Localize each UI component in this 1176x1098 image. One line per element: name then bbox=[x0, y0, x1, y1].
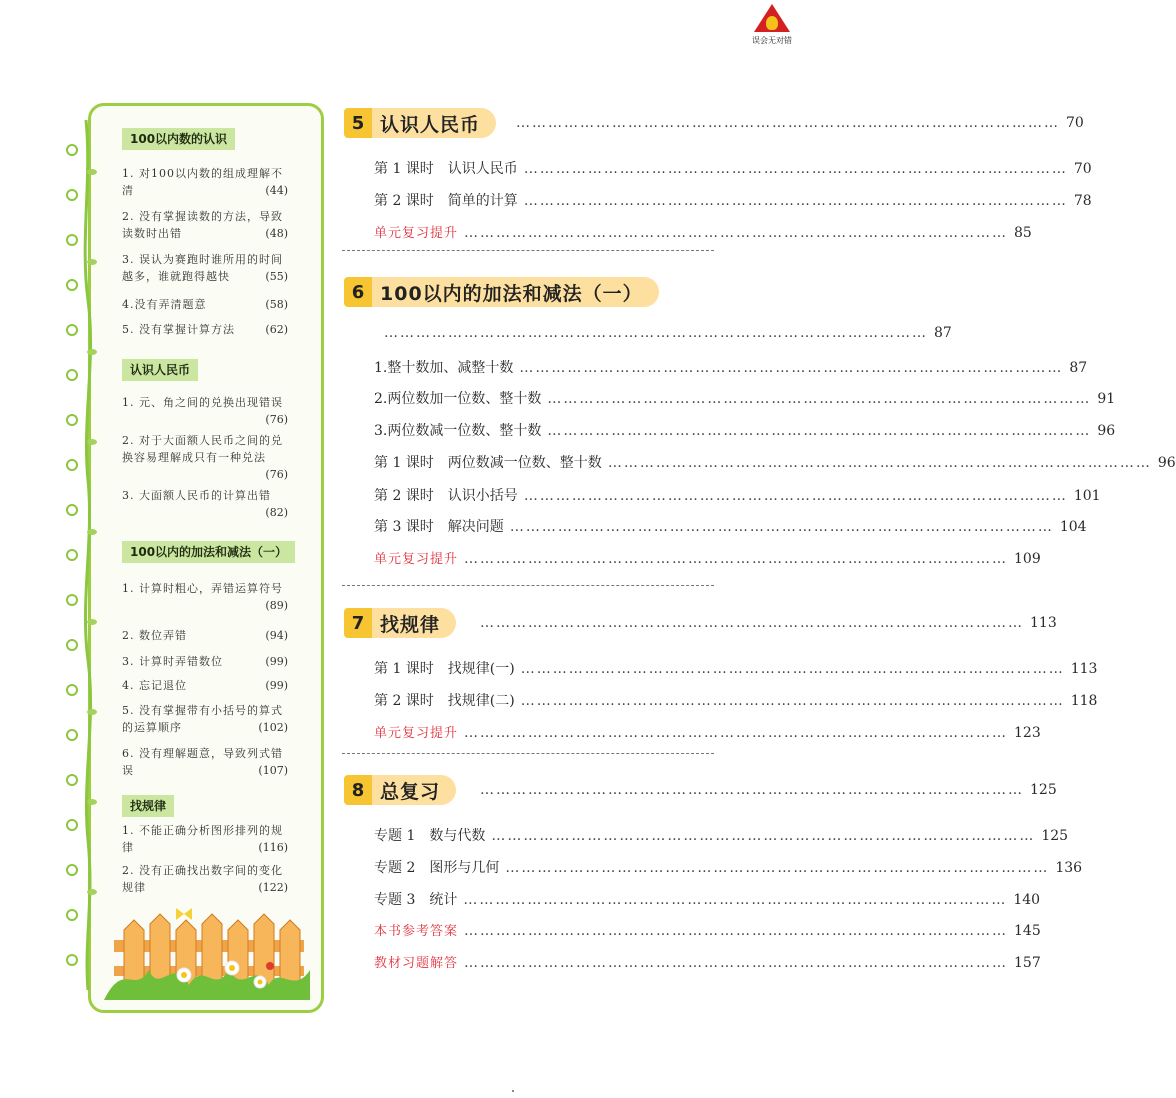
left-list-item: 1. 不能正确分析图形排列的规律 (116) bbox=[122, 824, 288, 854]
left-list-item: 4.没有弄清题意 (58) bbox=[122, 298, 288, 311]
toc-entry-review[interactable]: 单元复习提升 ………………………………………………………………………………………… 123 bbox=[374, 725, 1041, 741]
chapter-header[interactable] bbox=[344, 775, 456, 805]
left-list-item: 4. 忘记退位 (99) bbox=[122, 679, 288, 692]
toc-entry-answers[interactable]: 本书参考答案 ………………………………………………………………………………………… 145 bbox=[374, 923, 1041, 939]
chapter-title: 认识人民币 bbox=[372, 108, 496, 138]
left-section-title: 100以内数的认识 bbox=[122, 128, 235, 150]
toc-entry[interactable]: 第 3 课时 解决问题 ………………………………………………………………………………………… 104 bbox=[374, 519, 1087, 535]
toc-entry[interactable]: 第 1 课时 认识人民币 ………………………………………………………………………………………… 70 bbox=[374, 161, 1092, 177]
chapter-number: 6 bbox=[344, 277, 372, 307]
page-dot bbox=[512, 1090, 514, 1092]
left-section-title: 100以内的加法和减法（一） bbox=[122, 541, 295, 563]
garden-fence-illustration bbox=[104, 900, 310, 1000]
toc-entry[interactable]: 3.两位数减一位数、整十数 ………………………………………………………………………………………… 96 bbox=[374, 423, 1116, 439]
logo-text: 误会无对错 bbox=[752, 36, 792, 45]
publisher-logo bbox=[748, 4, 796, 48]
toc-entry-chapter-page[interactable]: ………………………………………………………………………………………… 113 bbox=[480, 615, 1057, 631]
toc-entry-chapter-page[interactable]: ………………………………………………………………………………………… 87 bbox=[384, 325, 952, 341]
chapter-title: 100以内的加法和减法（一） bbox=[372, 277, 659, 307]
toc-entry[interactable]: 专题 2 图形与几何 ………………………………………………………………………………………… 136 bbox=[374, 860, 1083, 876]
chapter-title: 找规律 bbox=[372, 608, 456, 638]
left-list-item: 6. 没有理解题意，导致列式错误 (107) bbox=[122, 747, 288, 777]
toc-entry[interactable]: 第 2 课时 简单的计算 ………………………………………………………………………………………… 78 bbox=[374, 193, 1092, 209]
toc-entry[interactable]: 第 1 课时 找规律(一) ………………………………………………………………………………………… 113 bbox=[374, 661, 1098, 677]
toc-entry-review[interactable]: 单元复习提升 ………………………………………………………………………………………… 109 bbox=[374, 551, 1041, 567]
chapter-number: 5 bbox=[344, 108, 372, 138]
left-list-item: 1. 计算时粗心，弄错运算符号 (89) bbox=[122, 582, 288, 612]
chapter-number: 8 bbox=[344, 775, 372, 805]
chapter-title: 总复习 bbox=[372, 775, 456, 805]
toc-entry[interactable]: 第 2 课时 找规律(二) ………………………………………………………………………………………… 118 bbox=[374, 693, 1098, 709]
left-section-title: 找规律 bbox=[122, 795, 174, 817]
toc-entry-chapter-page[interactable]: ………………………………………………………………………………………… 70 bbox=[516, 115, 1084, 131]
chapter-header[interactable] bbox=[344, 277, 659, 307]
left-list-item: 2. 没有掌握读数的方法，导致读数时出错 (48) bbox=[122, 210, 288, 240]
left-list-item: 2. 数位弄错 (94) bbox=[122, 629, 288, 642]
toc-entry-textbook-solutions[interactable]: 教材习题解答 ………………………………………………………………………………………… 157 bbox=[374, 955, 1041, 971]
logo-flame-icon bbox=[766, 16, 778, 30]
toc-entry-chapter-page[interactable]: ………………………………………………………………………………………… 125 bbox=[480, 782, 1057, 798]
vine-decoration-icon bbox=[58, 120, 98, 990]
left-list-item: 5. 没有掌握带有小括号的算式的运算顺序 (102) bbox=[122, 704, 288, 734]
toc-entry[interactable]: 1.整十数加、减整十数 ………………………………………………………………………………………… 87 bbox=[374, 360, 1088, 376]
toc-entry[interactable]: 第 2 课时 认识小括号 ………………………………………………………………………………………… 101 bbox=[374, 488, 1101, 504]
left-list-item: 5. 没有掌握计算方法 (62) bbox=[122, 323, 288, 336]
section-divider bbox=[342, 585, 714, 586]
toc-entry[interactable]: 2.两位数加一位数、整十数 ………………………………………………………………………………………… 91 bbox=[374, 391, 1116, 407]
section-divider bbox=[342, 250, 714, 251]
chapter-number: 7 bbox=[344, 608, 372, 638]
section-divider bbox=[342, 753, 714, 754]
left-section-title: 认识人民币 bbox=[122, 359, 198, 381]
chapter-header[interactable] bbox=[344, 108, 496, 138]
left-list-item: 3. 大面额人民币的计算出错 (82) bbox=[122, 489, 288, 519]
toc-entry[interactable]: 专题 3 统计 ………………………………………………………………………………………… 140 bbox=[374, 892, 1041, 908]
toc-entry[interactable]: 专题 1 数与代数 ………………………………………………………………………………………… 125 bbox=[374, 828, 1069, 844]
chapter-header[interactable] bbox=[344, 608, 456, 638]
left-list-item: 3. 误认为赛跑时谁所用的时间越多，谁就跑得越快 (55) bbox=[122, 253, 288, 283]
toc-entry-review[interactable]: 单元复习提升 ………………………………………………………………………………………… 85 bbox=[374, 225, 1032, 241]
left-list-item: 1. 元、角之间的兑换出现错误 (76) bbox=[122, 396, 288, 426]
toc-entry[interactable]: 第 1 课时 两位数减一位数、整十数 ………………………………………………………………………………………… 96 bbox=[374, 455, 1176, 471]
left-list-item: 2. 没有正确找出数字间的变化规律 (122) bbox=[122, 864, 288, 894]
left-list-item: 2. 对于大面额人民币之间的兑换容易理解成只有一种兑法 (76) bbox=[122, 434, 288, 481]
left-list-item: 1. 对100以内数的组成理解不清 (44) bbox=[122, 167, 288, 197]
left-list-item: 3. 计算时弄错数位 (99) bbox=[122, 655, 288, 668]
